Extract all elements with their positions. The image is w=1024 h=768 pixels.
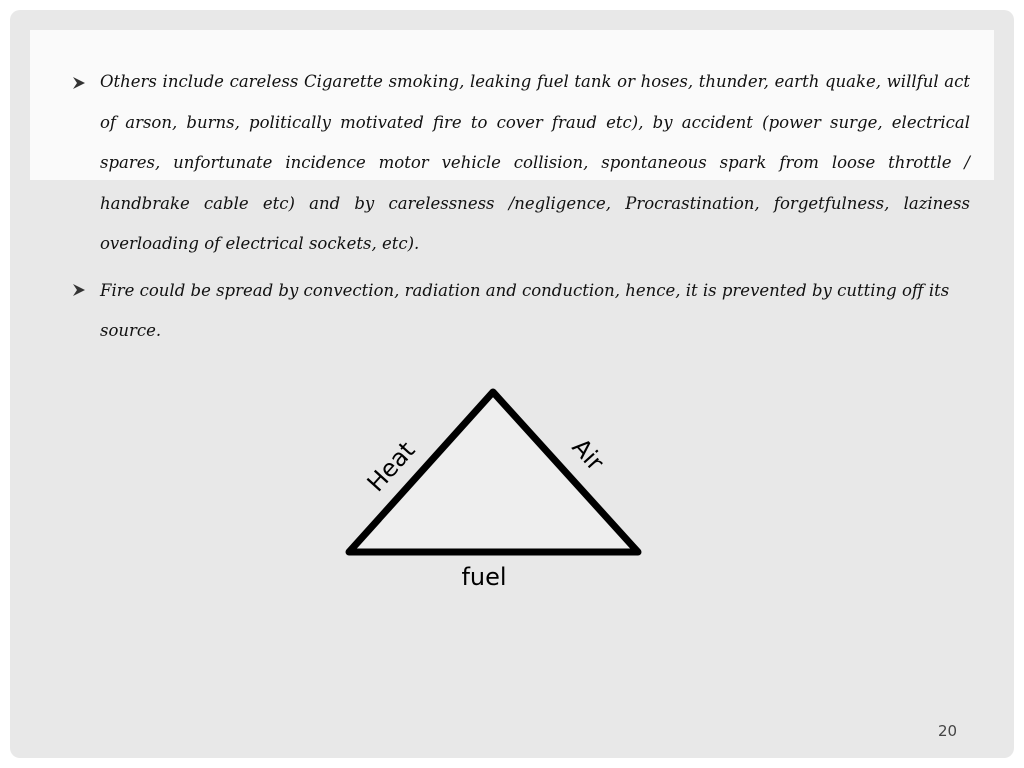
page-number: 20 [938,722,958,740]
fire-triangle-diagram [10,10,1014,758]
triangle-label-air: Air [566,433,610,477]
slide [10,10,1014,758]
triangle-label-heat: Heat [361,436,421,498]
bullet-text: Others include careless Cigarette smoking, leaking fuel tank or hoses, thunder, earth quake, willful act of arson, burns, politically motivated fire to cover fraud etc), by accident (power surge, electrical spares, unfortunate incidence motor vehicle collision, spontaneous spark from loose throttle / handbrake cable etc) and by carelessness /negligence, Procrastination, forgetfulness, laziness overloading of electrical sockets, etc). [100,72,970,253]
bullet-text: Fire could be spread by convection, radiation and conduction, hence, it is prevented by cutting off its source. [100,280,950,340]
triangle-label-fuel: fuel [461,563,507,591]
